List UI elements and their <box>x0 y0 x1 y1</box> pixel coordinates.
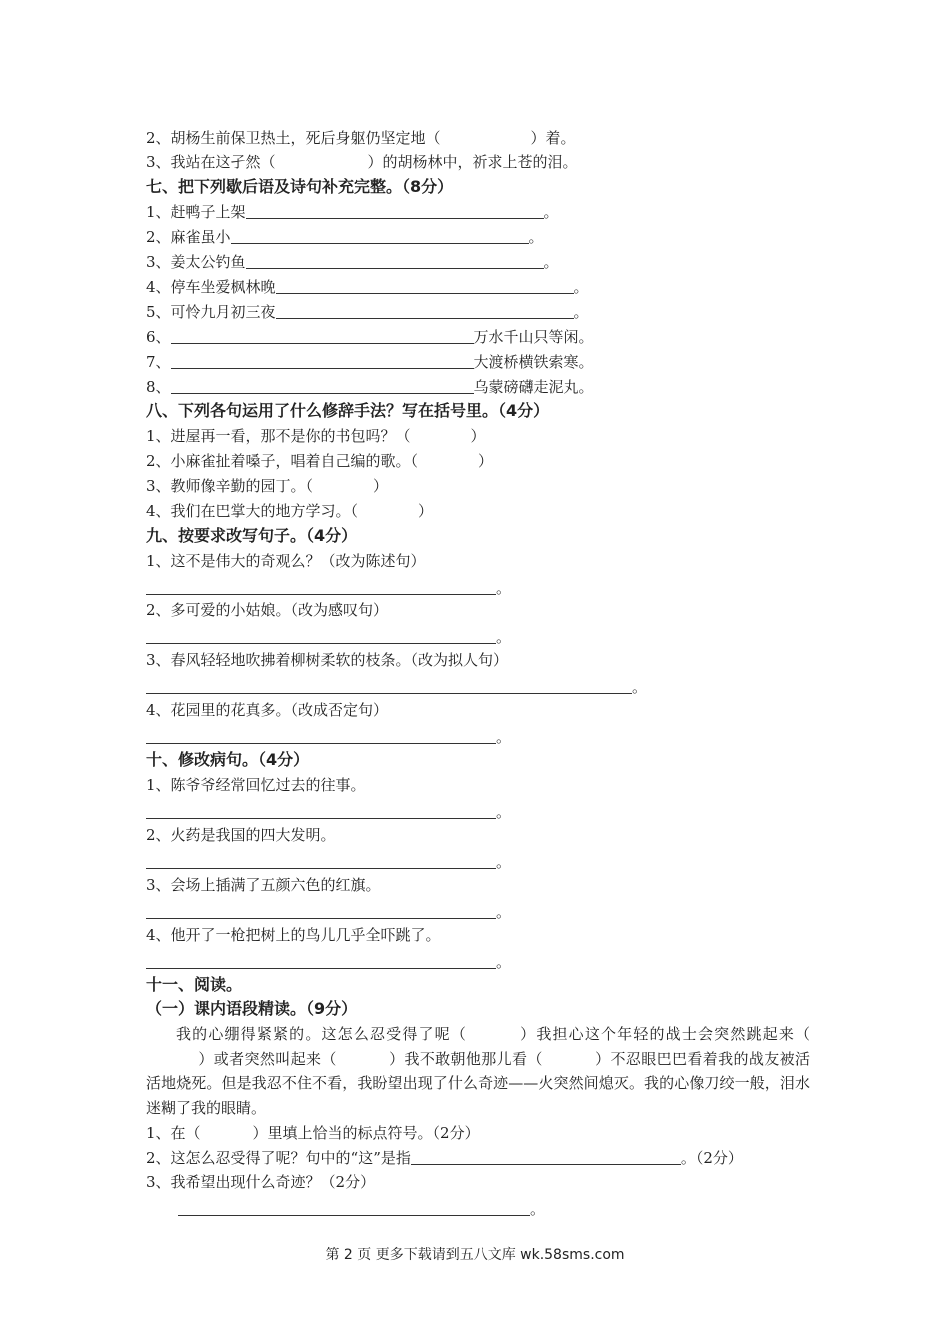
answer-blank[interactable] <box>171 328 474 344</box>
answer-blank[interactable] <box>276 278 574 294</box>
answer-blank[interactable] <box>246 253 544 269</box>
s8-item-4: 4、我们在巴掌大的地方学习。（ ） <box>146 502 434 520</box>
s11-q3: 3、我希望出现什么奇迹？（2分） <box>146 1173 376 1191</box>
s7-item-7: 7、 大渡桥横铁索寒。 <box>146 353 594 371</box>
s9-answer-1: 。 <box>146 576 511 600</box>
reading-passage: 我的心绷得紧紧的。这怎么忍受得了呢（ ）我担心这个年轻的战士会突然跳起来（）或者突然叫起来（ ）我不敢朝他那儿看（ ）不忍眼巴巴看着我的战友被活活地烧死。但是我忍不住不看，我盼望出现了什么奇迹——火突然间熄灭。我的心像刀绞一般，泪水迷糊了我的眼睛。 <box>146 1025 810 1117</box>
s6-q3: 3、我站在这孑然（ ）的胡杨林中，祈求上苍的泪。 <box>146 153 578 171</box>
s9-answer-2: 。 <box>146 625 511 649</box>
answer-blank[interactable] <box>146 953 496 969</box>
answer-blank[interactable] <box>171 353 474 369</box>
answer-blank[interactable] <box>146 728 496 744</box>
s11-q2: 2、这怎么忍受得了呢？句中的“这”是指 。（2分） <box>146 1149 743 1167</box>
s7-item-8: 8、 乌蒙磅礴走泥丸。 <box>146 378 594 396</box>
answer-blank[interactable] <box>231 228 529 244</box>
s10-title: 十、修改病句。（4分） <box>146 750 310 769</box>
s9-title: 九、按要求改写句子。（4分） <box>146 526 358 545</box>
answer-blank[interactable] <box>146 903 496 919</box>
answer-blank[interactable] <box>146 803 496 819</box>
s9-item-2: 2、多可爱的小姑娘。（改为感叹句） <box>146 601 389 619</box>
s7-title: 七、把下列歇后语及诗句补充完整。（8分） <box>146 177 454 196</box>
s11-q1: 1、在（ ）里填上恰当的标点符号。（2分） <box>146 1124 480 1142</box>
s11-subtitle: （一）课内语段精读。（9分） <box>146 999 358 1018</box>
answer-blank[interactable] <box>146 579 496 595</box>
s10-answer-2: 。 <box>146 850 511 874</box>
s7-item-4: 4、停车坐爱枫林晚 。 <box>146 278 589 296</box>
answer-blank[interactable] <box>411 1149 681 1165</box>
answer-blank[interactable] <box>146 628 496 644</box>
s8-item-3: 3、教师像辛勤的园丁。（ ） <box>146 477 389 495</box>
s8-item-1: 1、进屋再一看，那不是你的书包吗？（ ） <box>146 427 486 445</box>
s10-item-1: 1、陈爷爷经常回忆过去的往事。 <box>146 776 366 794</box>
s8-item-2: 2、小麻雀扯着嗓子，唱着自己编的歌。（ ） <box>146 452 494 470</box>
s6-q2: 2、胡杨生前保卫热土，死后身躯仍坚定地（ ）着。 <box>146 129 576 147</box>
s7-item-5: 5、可怜九月初三夜 。 <box>146 303 589 321</box>
s9-answer-3: 。 <box>146 675 647 699</box>
s9-item-4: 4、花园里的花真多。（改成否定句） <box>146 701 389 719</box>
answer-blank[interactable] <box>276 303 574 319</box>
s10-item-4: 4、他开了一枪把树上的鸟儿几乎全吓跳了。 <box>146 926 441 944</box>
s10-answer-1: 。 <box>146 800 511 824</box>
s10-answer-3: 。 <box>146 900 511 924</box>
s9-item-3: 3、春风轻轻地吹拂着柳树柔软的枝条。（改为拟人句） <box>146 651 509 669</box>
answer-blank[interactable] <box>246 203 544 219</box>
answer-blank[interactable] <box>171 378 474 394</box>
s11-title: 十一、阅读。 <box>146 975 243 994</box>
s9-answer-4: 。 <box>146 725 511 749</box>
page-footer: 第 2 页 更多下载请到五八文库 wk.58sms.com <box>325 1247 625 1263</box>
answer-blank[interactable] <box>178 1200 530 1216</box>
s7-item-3: 3、姜太公钓鱼 。 <box>146 253 559 271</box>
s7-item-1: 1、赶鸭子上架 。 <box>146 203 559 221</box>
answer-blank[interactable] <box>146 853 496 869</box>
s7-item-6: 6、 万水千山只等闲。 <box>146 328 594 346</box>
s7-item-2: 2、麻雀虽小 。 <box>146 228 544 246</box>
s10-item-2: 2、火药是我国的四大发明。 <box>146 826 336 844</box>
s10-item-3: 3、会场上插满了五颜六色的红旗。 <box>146 876 381 894</box>
s9-item-1: 1、这不是伟大的奇观么？（改为陈述句） <box>146 552 426 570</box>
s10-answer-4: 。 <box>146 950 511 974</box>
s11-answer-3: 。 <box>178 1197 545 1221</box>
s8-title: 八、下列各句运用了什么修辞手法？写在括号里。（4分） <box>146 401 550 420</box>
answer-blank[interactable] <box>146 678 632 694</box>
